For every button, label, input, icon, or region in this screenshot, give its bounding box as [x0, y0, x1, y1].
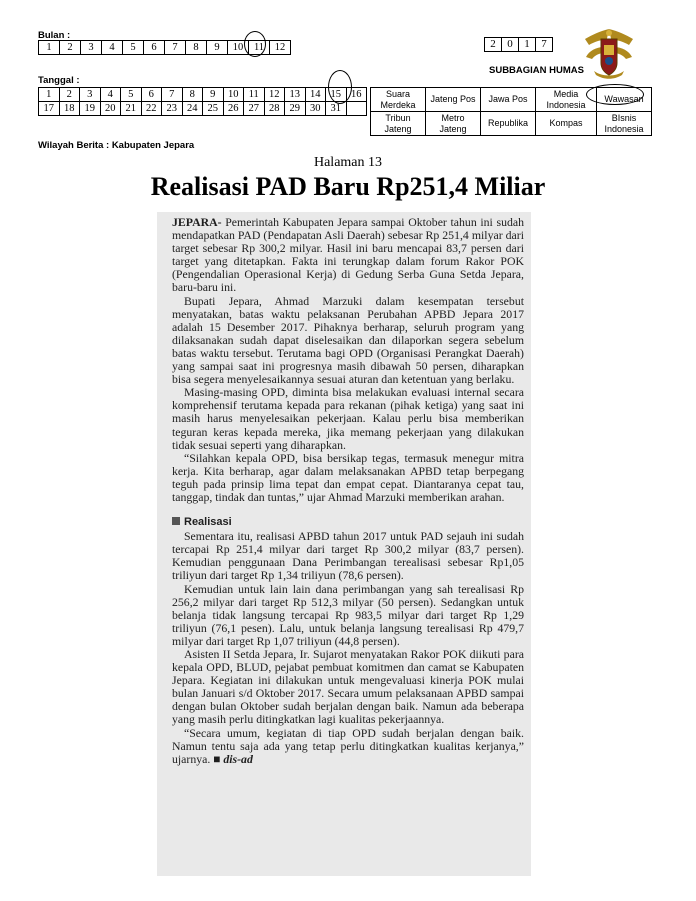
date-cell: 17	[39, 102, 60, 116]
date-cell: 21	[121, 102, 142, 116]
date-cell: 3	[80, 88, 101, 102]
author-signature: dis-ad	[223, 751, 253, 766]
date-cell: 23	[162, 102, 183, 116]
subbagian-humas: SUBBAGIAN HUMAS	[489, 65, 584, 76]
date-selection-circle	[328, 70, 352, 104]
date-cell: 18	[59, 102, 80, 116]
media-cell: Republika	[481, 112, 536, 136]
date-cell: 10	[223, 88, 244, 102]
date-cell: 27	[244, 102, 265, 116]
article-subheading: Realisasi	[172, 516, 524, 529]
date-cell: 28	[264, 102, 285, 116]
date-cell: 11	[244, 88, 265, 102]
media-cell: Tribun Jateng	[371, 112, 426, 136]
dateline: JEPARA-	[172, 215, 222, 229]
media-cell: Metro Jateng	[426, 112, 481, 136]
month-cell-selected: 11	[249, 41, 270, 55]
date-cell: 13	[285, 88, 306, 102]
month-cell: 5	[123, 41, 144, 55]
article-paragraph: Bupati Jepara, Ahmad Marzuki dalam kesempatan tersebut menyatakan, batas waktu pelaksanan Perubahan APBD Jepara 2017 adalah 15 Desember 2017. Pihaknya berharap, seluruh program yang dilaksanakan sudah dapat diselesaikan dan dilaporkan segera sebelum batas waktu tersebut. Terutama bagi OPD (Organisasi Perangkat Daerah) yang sampai saat ini progresnya masih dibawah 50 persen, diharapkan bisa segera menyelesaikannya sesuai aturan dan ketentuan yang berlaku.	[172, 293, 524, 387]
date-cell: 4	[100, 88, 121, 102]
date-grid	[38, 87, 367, 116]
article-headline: Realisasi PAD Baru Rp251,4 Miliar	[150, 172, 546, 201]
date-cell: 5	[121, 88, 142, 102]
article-paragraph: Masing-masing OPD, diminta bisa melakukan evaluasi internal secara komprehensif terutama kepada para rekanan (pihak ketiga) yang saat ini masih harus menyelesaikan pekerjaan. Kalau perlu bisa memberikan teguran keras kepada mereka, jika memang pekerjaan yang dilakukan tidak sesuai seperti yang diharapkan.	[172, 385, 524, 452]
month-cell: 2	[60, 41, 81, 55]
article-paragraph: Sementara itu, realisasi APBD tahun 2017 untuk PAD sejauh ini sudah tercapai Rp 251,4 milyar dari target Rp 300,2 milyar (83,7 persen). Kemudian penggunaan Dana Perimbangan terealisasi sebesar Rp1,05 triliyun dari target Rp 1,34 triliyun (78,6 persen).	[172, 529, 524, 583]
month-cell: 1	[39, 41, 60, 55]
date-cell: 31	[326, 102, 347, 116]
media-selection-circle	[586, 84, 644, 105]
bulan-label: Bulan :	[38, 30, 71, 41]
date-cell: 24	[182, 102, 203, 116]
date-cell: 6	[141, 88, 162, 102]
date-cell: 14	[305, 88, 326, 102]
date-cell: 29	[285, 102, 306, 116]
year-digit: 1	[519, 38, 536, 52]
date-cell-empty	[346, 102, 367, 116]
date-cell: 25	[203, 102, 224, 116]
date-cell: 22	[141, 102, 162, 116]
month-cell: 3	[81, 41, 102, 55]
date-cell: 20	[100, 102, 121, 116]
date-cell: 9	[203, 88, 224, 102]
date-cell: 16	[346, 88, 367, 102]
date-cell-selected: 15	[326, 88, 347, 102]
media-cell: Suara Merdeka	[371, 88, 426, 112]
jepara-emblem-icon	[580, 25, 638, 81]
media-cell-selected: Wawasan	[597, 88, 652, 112]
media-cell: Media Indonesia	[536, 88, 597, 112]
year-digit: 2	[485, 38, 502, 52]
date-cell: 7	[162, 88, 183, 102]
article-paragraph: “Silahkan kepala OPD, bisa bersikap tegas, termasuk menegur mitra kerja. Kita berharap, agar dalam melaksanakan APBD tetap berpegang teguh pada prinsip lima tepat dan empat cepat. Diantaranya cepat tau, tanggap, tindak dan tuntas,” ujar Ahmad Marzuki memberikan arahan.	[172, 450, 524, 504]
month-cell: 8	[186, 41, 207, 55]
year-grid	[484, 37, 553, 52]
date-cell: 12	[264, 88, 285, 102]
media-cell: Jawa Pos	[481, 88, 536, 112]
date-cell: 26	[223, 102, 244, 116]
date-cell: 30	[305, 102, 326, 116]
month-cell: 12	[270, 41, 291, 55]
year-digit: 7	[536, 38, 553, 52]
article-paragraph: JEPARA- Pemerintah Kabupaten Jepara sampai Oktober tahun ini sudah mendapatkan PAD (Pendapatan Asli Daerah) sebesar Rp 251,4 milyar dari target sebesar Rp 300,2 milyar. Hasil ini baru mencapai 83,7 persen dari target yang ditetapkan. Fakta ini terungkap dalam forum Rakor POK (Pengendalian Operasional Kerja) di Gedung Serba Guna Setda Jepara, baru-baru ini.	[172, 215, 524, 295]
article-body	[172, 216, 524, 766]
month-cell: 7	[165, 41, 186, 55]
month-cell: 10	[228, 41, 249, 55]
media-cell: BIsnis Indonesia	[597, 112, 652, 136]
year-digit: 0	[502, 38, 519, 52]
date-cell: 2	[59, 88, 80, 102]
month-selection-circle	[244, 31, 266, 57]
article-paragraph: Kemudian untuk lain lain dana perimbangan yang sah terealisasi Rp 256,2 milyar dari target Rp 512,3 milyar (50 persen). Sedangkan untuk belanja tidak langsung tercapai Rp 983,5 milyar dari target Rp 1,29 triliyun (76,1 pesen). Lalu, untuk belanja langsung terealisasi Rp 479,7 milyar dari target Rp 1,07 triliyun (44,8 persen).	[172, 581, 524, 648]
media-cell: Jateng Pos	[426, 88, 481, 112]
media-cell: Kompas	[536, 112, 597, 136]
date-cell: 8	[182, 88, 203, 102]
square-bullet-icon	[172, 517, 180, 525]
date-cell: 19	[80, 102, 101, 116]
wilayah-berita: Wilayah Berita : Kabupaten Jepara	[38, 140, 195, 151]
month-cell: 9	[207, 41, 228, 55]
article-paragraph: “Secara umum, kegiatan di tiap OPD sudah berjalan dengan baik. Namun tentu saja ada yang tetap perlu ditingkatkan kualitas kerjanya,” ujarnya. ■ dis-ad	[172, 725, 524, 766]
date-cell: 1	[39, 88, 60, 102]
page-number: Halaman 13	[313, 155, 383, 170]
month-cell: 6	[144, 41, 165, 55]
month-cell: 4	[102, 41, 123, 55]
tanggal-label: Tanggal :	[38, 75, 80, 86]
article-paragraph: Asisten II Setda Jepara, Ir. Sujarot menyatakan Rakor POK diikuti para kepala OPD, BLUD, pejabat pembuat komitmen dan camat se Kabupaten Jepara. Kegiatan ini dilakukan untuk mengevaluasi kinerja POK mulai bulan Januari s/d Oktober 2017. Secara umum pelaksanaan APBD sampai dengan bulan Oktober sudah berjalan dengan baik. Namun ada beberapa yang masih perlu ditingkatkan lagi kualitas pekerjaannya.	[172, 647, 524, 727]
